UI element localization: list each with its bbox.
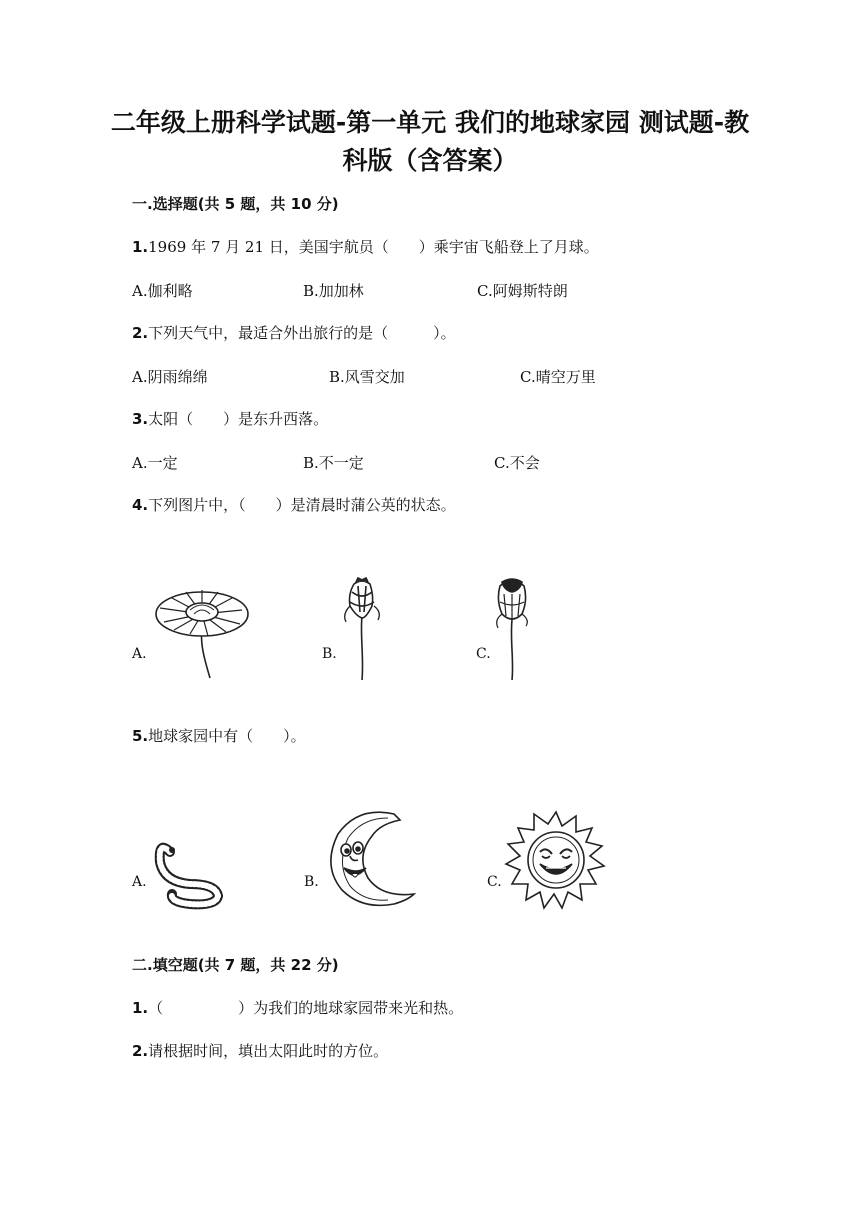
earthworm-icon: [150, 832, 230, 908]
question-3: [132, 408, 328, 429]
option-a-label: A.: [132, 646, 147, 662]
option-c: C.不会: [494, 454, 540, 472]
option-c: C.阿姆斯特朗: [477, 282, 568, 300]
question-1: [132, 236, 599, 257]
question-text: 1969 年 7 月 21 日，美国宇航员（ ）乘宇宙飞船登上了月球。: [148, 238, 599, 256]
option-a: A.阴雨绵绵: [132, 368, 208, 386]
option-a: A.一定: [132, 454, 178, 472]
fill-question-2: [132, 1040, 388, 1061]
question-5: [132, 725, 306, 746]
page-title: 二年级上册科学试题-第一单元 我们的地球家园 测试题-教科版（含答案）: [110, 108, 750, 175]
question-2: [132, 322, 456, 343]
question-number: 5.: [132, 727, 149, 745]
dandelion-open-icon: [150, 578, 254, 682]
option-c-label: C.: [487, 874, 502, 890]
option-b: B.不一定: [303, 454, 364, 472]
question-text: 请根据时间，填出太阳此时的方位。: [148, 1042, 389, 1060]
option-b-label: B.: [304, 874, 319, 890]
question-text: （ ）为我们的地球家园带来光和热。: [148, 999, 464, 1017]
option-c: C.晴空万里: [520, 368, 596, 386]
question-text: 下列天气中，最适合外出旅行的是（ ）。: [148, 324, 456, 342]
question-number: 2.: [132, 324, 149, 342]
sun-face-icon: [504, 808, 608, 912]
question-text: 地球家园中有（ ）。: [148, 727, 306, 745]
question-number: 1.: [132, 238, 149, 256]
question-number: 3.: [132, 410, 149, 428]
question-number: 4.: [132, 496, 149, 514]
option-c-label: C.: [476, 646, 491, 662]
question-text: 下列图片中，（ ）是清晨时蒲公英的状态。: [148, 496, 456, 514]
crescent-moon-face-icon: [322, 808, 418, 910]
option-a-label: A.: [132, 874, 147, 890]
dandelion-closed-icon: [490, 574, 534, 682]
question-text: 太阳（ ）是东升西落。: [148, 410, 329, 428]
option-b: B.加加林: [303, 282, 364, 300]
option-b: B.风雪交加: [329, 368, 405, 386]
question-number: 1.: [132, 999, 149, 1017]
fill-question-1: [132, 997, 463, 1018]
question-4: [132, 494, 456, 515]
section-heading-fill-in: 二.填空题(共 7 题，共 22 分): [132, 956, 339, 974]
option-b-label: B.: [322, 646, 337, 662]
option-a: A.伽利略: [132, 282, 193, 300]
dandelion-bud-icon: [338, 576, 388, 682]
question-number: 2.: [132, 1042, 149, 1060]
section-heading-choice: 一.选择题(共 5 题，共 10 分): [132, 195, 339, 213]
